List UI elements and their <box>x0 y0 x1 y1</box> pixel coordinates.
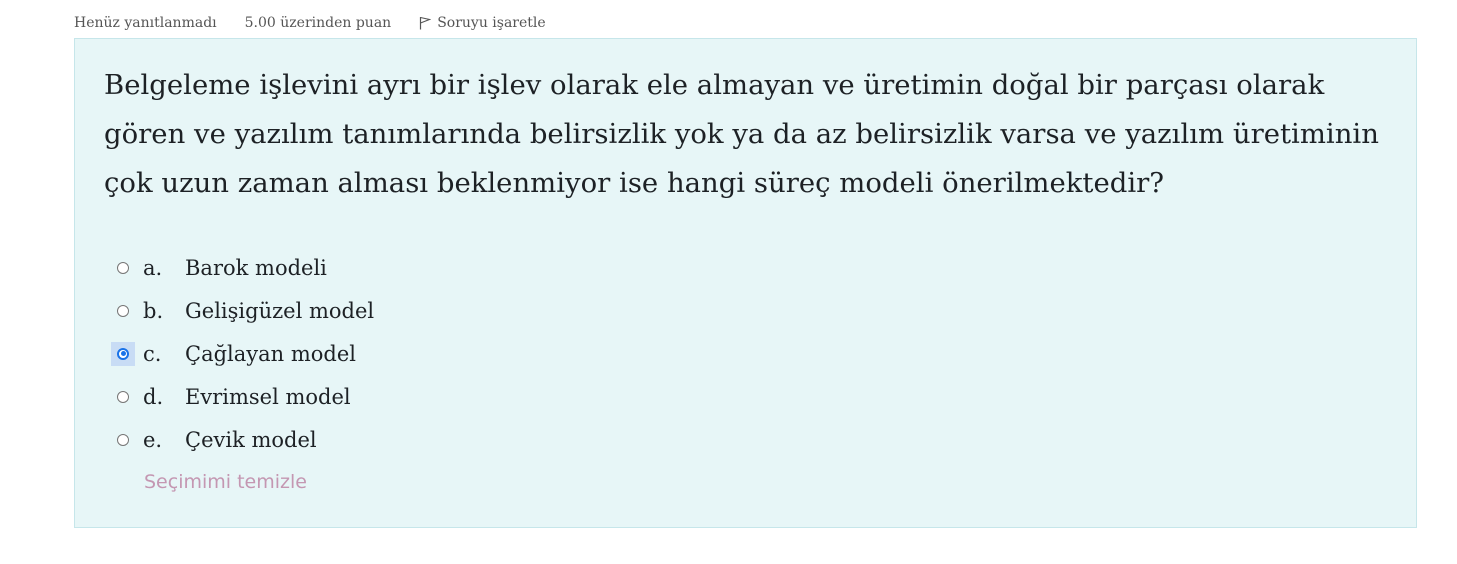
answer-option-a[interactable] <box>111 246 374 289</box>
question-info-bar <box>74 12 546 34</box>
answer-radio-a[interactable] <box>111 256 135 280</box>
question-grade: 5.00 üzerinden puan <box>244 15 392 31</box>
answer-label[interactable]: Gelişigüzel model <box>185 298 375 323</box>
flag-question-link[interactable] <box>419 15 545 31</box>
answer-radio-b[interactable] <box>111 299 135 323</box>
answer-radio-c[interactable] <box>111 342 135 366</box>
answer-letter: c. <box>143 341 162 366</box>
answer-option-e[interactable] <box>111 418 374 461</box>
answer-label[interactable]: Çevik model <box>185 427 317 452</box>
answer-option-c[interactable] <box>111 332 374 375</box>
answer-option-b[interactable] <box>111 289 374 332</box>
answer-letter: d. <box>143 384 164 409</box>
answer-list <box>111 246 374 461</box>
answer-radio-e[interactable] <box>111 428 135 452</box>
flag-question-label: Soruyu işaretle <box>437 15 546 31</box>
answer-letter: e. <box>143 427 163 452</box>
answer-label[interactable]: Çağlayan model <box>185 341 356 366</box>
answer-letter: a. <box>143 255 163 280</box>
answer-label[interactable]: Barok modeli <box>185 255 327 280</box>
question-text: Belgeleme işlevini ayrı bir işlev olarak ele almayan ve üretimin doğal bir parçası olarak gören ve yazılım tanımlarında belirsizlik yok ya da az belirsizlik varsa ve yazılım üretiminin çok uzun zaman alması beklenmiyor ise hangi süreç modeli önerilmektedir? <box>104 69 1379 199</box>
question-state: Henüz yanıtlanmadı <box>74 15 217 31</box>
flag-icon <box>419 16 431 30</box>
answer-radio-d[interactable] <box>111 385 135 409</box>
question-box <box>74 38 1417 528</box>
clear-choice-link[interactable]: Seçimimi temizle <box>144 471 307 493</box>
answer-label[interactable]: Evrimsel model <box>185 384 351 409</box>
answer-letter: b. <box>143 298 164 323</box>
answer-option-d[interactable] <box>111 375 374 418</box>
